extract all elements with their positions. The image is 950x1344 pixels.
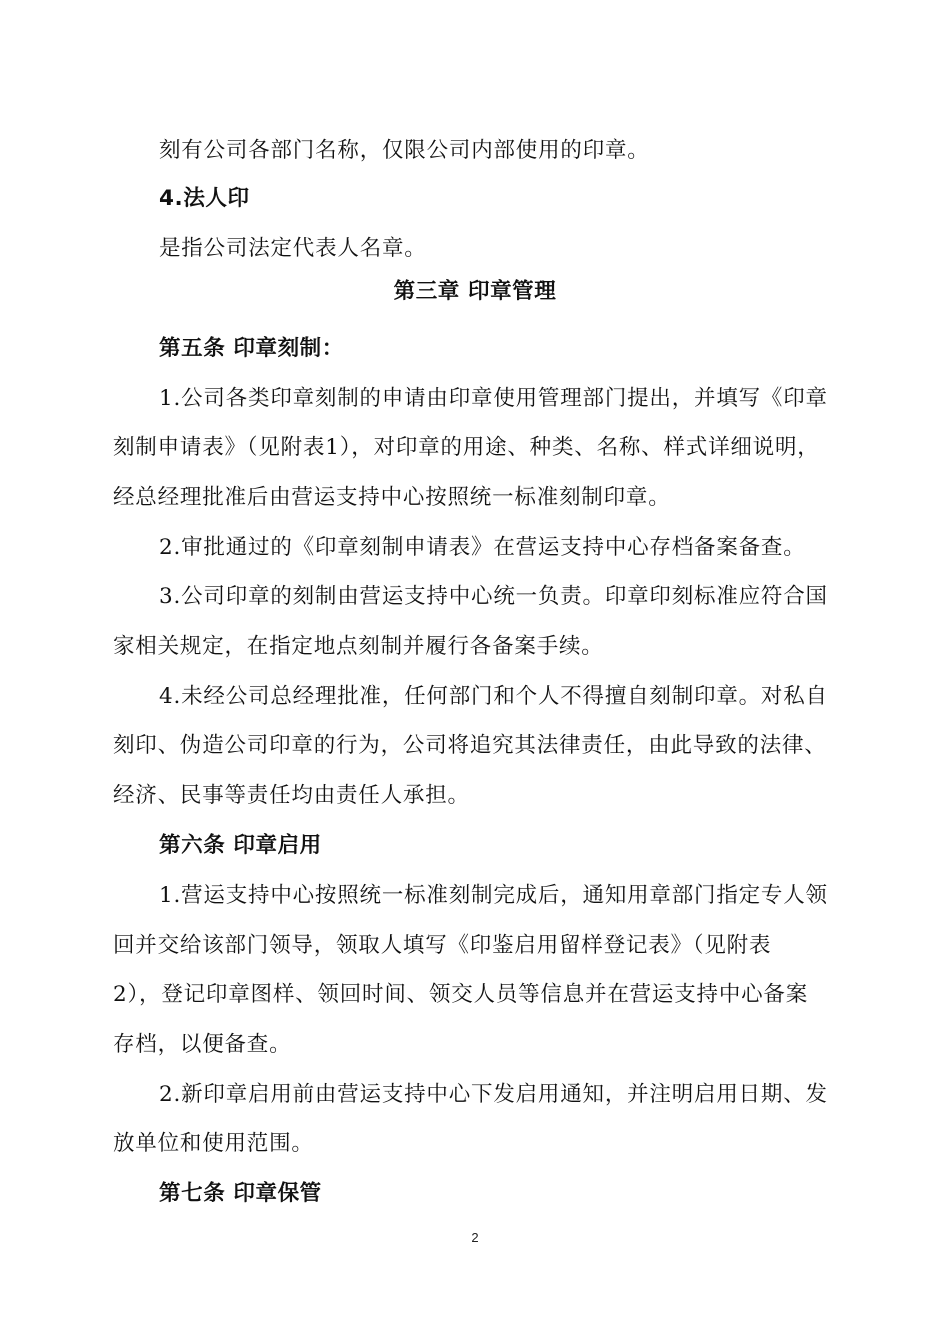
paragraph-line: 是指公司法定代表人名章。 xyxy=(159,236,427,261)
chapter-title: 第三章 印章管理 xyxy=(393,279,557,304)
paragraph-line: 经总经理批准后由营运支持中心按照统一标准刻制印章。 xyxy=(113,485,671,510)
article-heading-6: 第六条 印章启用 xyxy=(159,833,322,858)
paragraph-line: 2.新印章启用前由营运支持中心下发启用通知，并注明启用日期、发 xyxy=(159,1082,828,1107)
paragraph-line: 4.未经公司总经理批准，任何部门和个人不得擅自刻制印章。对私自 xyxy=(159,684,828,709)
paragraph-line: 存档，以便备查。 xyxy=(113,1032,292,1057)
section-heading-legal-seal: 4.法人印 xyxy=(159,186,250,211)
article-heading-5: 第五条 印章刻制： xyxy=(159,336,344,361)
paragraph-line: 经济、民事等责任均由责任人承担。 xyxy=(113,783,470,808)
paragraph-line: 1.公司各类印章刻制的申请由印章使用管理部门提出，并填写《印章 xyxy=(159,386,828,411)
paragraph-line: 2.审批通过的《印章刻制申请表》在营运支持中心存档备案备查。 xyxy=(159,535,806,560)
paragraph-line: 2），登记印章图样、领回时间、领交人员等信息并在营运支持中心备案 xyxy=(113,982,809,1007)
paragraph-line: 家相关规定，在指定地点刻制并履行各备案手续。 xyxy=(113,634,604,659)
paragraph-line: 回并交给该部门领导，领取人填写《印鉴启用留样登记表》（见附表 xyxy=(113,933,772,958)
page-number: 2 xyxy=(471,1230,479,1245)
paragraph-line: 1.营运支持中心按照统一标准刻制完成后，通知用章部门指定专人领 xyxy=(159,883,828,908)
article-heading-7: 第七条 印章保管 xyxy=(159,1181,322,1206)
paragraph-line: 刻有公司各部门名称，仅限公司内部使用的印章。 xyxy=(159,138,650,163)
paragraph-line: 3.公司印章的刻制由营运支持中心统一负责。印章印刻标准应符合国 xyxy=(159,584,828,609)
paragraph-line: 刻制申请表》（见附表1），对印章的用途、种类、名称、样式详细说明， xyxy=(113,435,820,460)
paragraph-line: 放单位和使用范围。 xyxy=(113,1131,314,1156)
paragraph-line: 刻印、伪造公司印章的行为，公司将追究其法律责任，由此导致的法律、 xyxy=(113,733,827,758)
